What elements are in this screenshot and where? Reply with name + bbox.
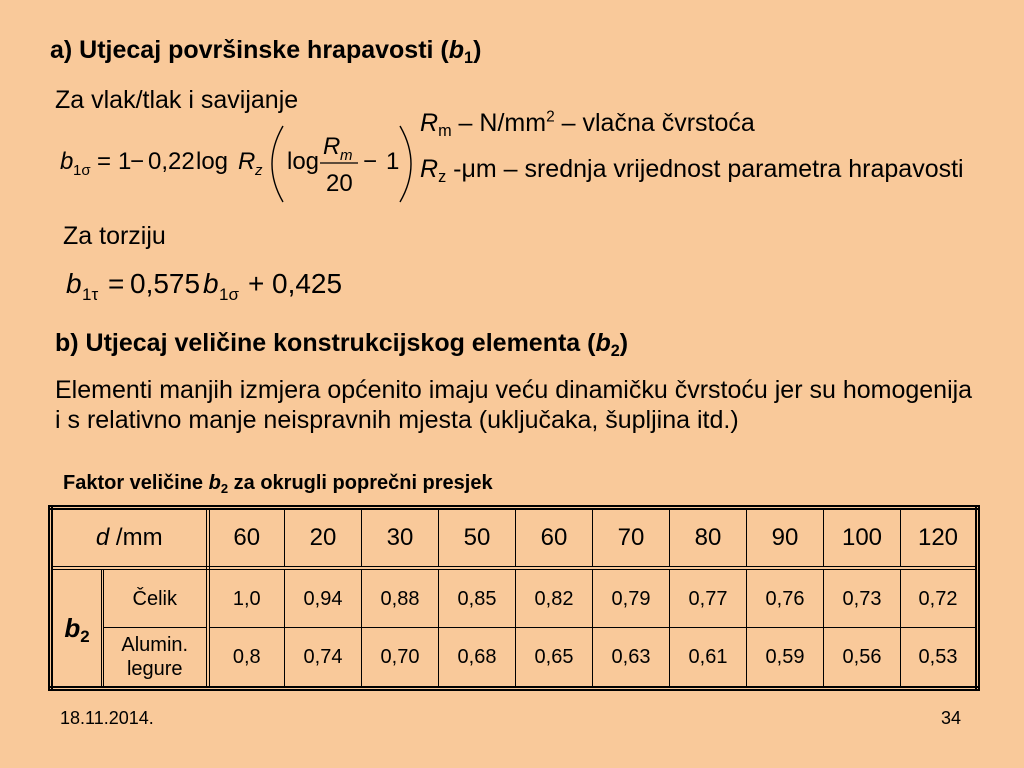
value-cell: 0,88	[362, 568, 439, 628]
torsion-label-text: Za torziju	[63, 222, 166, 250]
value-cell: 1,0	[208, 568, 285, 628]
value-cell: 0,8	[208, 628, 285, 689]
diameter-cell: 80	[670, 508, 747, 569]
value-cell: 0,70	[362, 628, 439, 689]
page-number	[941, 707, 961, 729]
formula-coefficient: 0,22	[148, 148, 195, 175]
torsion-label	[63, 221, 166, 251]
value-cell: 0,94	[285, 568, 362, 628]
formula-one: 1	[118, 148, 132, 175]
formula-right-parenthesis	[400, 126, 411, 202]
caption-variable: b	[208, 472, 221, 494]
definition-subscript: m	[438, 121, 452, 140]
footer-date	[60, 707, 154, 729]
section-a-heading	[50, 35, 481, 65]
formula-equals-sign: =	[108, 268, 125, 299]
value-cell: 0,74	[285, 628, 362, 689]
heading-variable: b	[595, 329, 611, 357]
section-b-heading	[55, 328, 628, 358]
caption-text: Faktor veličine	[63, 472, 209, 494]
definition-variable: R	[420, 109, 439, 137]
table-header-row	[51, 508, 978, 569]
size-factor-table	[48, 505, 980, 691]
formula-constant: 0,425	[272, 268, 343, 299]
value-cell: 0,65	[516, 628, 593, 689]
formula-denominator: 20	[326, 170, 353, 197]
diameter-variable: d	[95, 524, 110, 551]
caption-text: za okrugli poprečni presjek	[228, 472, 493, 494]
value-cell: 0,63	[593, 628, 670, 689]
diameter-cell: 30	[362, 508, 439, 569]
value-cell: 0,77	[670, 568, 747, 628]
formula-minus-inner: −	[363, 148, 378, 175]
diameter-cell: 100	[824, 508, 901, 569]
diameter-header-cell	[51, 508, 208, 569]
formula-b-variable: b	[60, 148, 74, 175]
table-row-steel	[51, 568, 978, 628]
formula-log-outer: log	[196, 148, 229, 175]
value-cell: 0,59	[747, 628, 824, 689]
bending-label	[55, 85, 298, 115]
heading-text: a) Utjecaj površinske hrapavosti (	[50, 36, 449, 64]
formula-rz-subscript: z	[255, 162, 263, 179]
formula-b-subscript: 1σ	[73, 162, 91, 179]
factor-group-label	[51, 568, 103, 689]
definition-superscript: 2	[546, 108, 555, 126]
formula-rm-variable: R	[323, 133, 341, 160]
formula-equals-sign: =	[97, 148, 112, 175]
definition-description: – vlačna čvrstoća	[554, 109, 755, 137]
table-row-aluminium	[51, 628, 978, 689]
formula-b-subscript: 1τ	[82, 285, 99, 304]
heading-text: b) Utjecaj veličine konstrukcijskog elementa (	[55, 329, 596, 357]
material-label: Alumin.	[121, 634, 189, 656]
torsion-formula	[60, 262, 360, 312]
material-cell-steel	[103, 568, 208, 628]
value-cell: 0,53	[901, 628, 978, 689]
value-cell: 0,56	[824, 628, 901, 689]
definition-description: -μm – srednja vrijednost parametra hrapavosti	[446, 155, 964, 183]
definition-subscript: z	[438, 167, 447, 186]
page-number-text: 34	[941, 708, 962, 728]
heading-variable: b	[448, 36, 465, 64]
diameter-cell: 60	[208, 508, 285, 569]
diameter-unit: /mm	[109, 524, 163, 551]
footer-date-text: 18.11.2014.	[60, 708, 154, 728]
diameter-cell: 90	[747, 508, 824, 569]
value-cell: 0,72	[901, 568, 978, 628]
heading-subscript: 2	[610, 341, 620, 360]
paragraph-line: Elementi manjih izmjera općenito imaju veću dinamičku čvrstoću jer su homogenija	[55, 376, 973, 404]
factor-variable: b	[64, 613, 81, 643]
value-cell: 0,85	[439, 568, 516, 628]
heading-subscript: 1	[464, 48, 474, 67]
heading-close-paren: )	[473, 36, 482, 64]
diameter-cell: 50	[439, 508, 516, 569]
definition-unit-text: – N/mm	[451, 109, 547, 137]
definition-rm	[420, 108, 755, 138]
caption-subscript: 2	[220, 480, 229, 496]
value-cell: 0,82	[516, 568, 593, 628]
formula-one-inner: 1	[386, 148, 400, 175]
formula-b-subscript: 1σ	[219, 285, 239, 304]
bending-label-text: Za vlak/tlak i savijanje	[55, 86, 299, 114]
formula-left-parenthesis	[272, 126, 283, 202]
value-cell: 0,61	[670, 628, 747, 689]
definition-rz	[420, 154, 964, 184]
paragraph-line: i s relativno manje neispravnih mjesta (uključaka, šupljina itd.)	[55, 406, 739, 434]
diameter-cell: 120	[901, 508, 978, 569]
formula-plus-sign: +	[248, 268, 265, 299]
definition-variable: R	[420, 155, 439, 183]
value-cell: 0,68	[439, 628, 516, 689]
formula-coefficient: 0,575	[130, 268, 201, 299]
formula-log-inner: log	[287, 148, 320, 175]
material-label: legure	[126, 658, 183, 680]
value-cell: 0,79	[593, 568, 670, 628]
formula-rz-variable: R	[238, 148, 256, 175]
formula-b-variable: b	[66, 268, 82, 299]
formula-rm-subscript: m	[340, 147, 353, 164]
diameter-cell: 60	[516, 508, 593, 569]
section-b-paragraph	[55, 375, 972, 435]
diameter-cell: 20	[285, 508, 362, 569]
heading-close-paren: )	[619, 329, 629, 357]
diameter-cell: 70	[593, 508, 670, 569]
value-cell: 0,76	[747, 568, 824, 628]
material-cell-aluminium	[103, 628, 208, 689]
bending-formula	[50, 120, 420, 210]
value-cell: 0,73	[824, 568, 901, 628]
formula-minus-sign: −	[130, 148, 145, 175]
material-label: Čelik	[132, 587, 177, 610]
factor-subscript: 2	[80, 627, 90, 647]
table-caption	[63, 471, 493, 495]
formula-b-variable: b	[203, 268, 219, 299]
